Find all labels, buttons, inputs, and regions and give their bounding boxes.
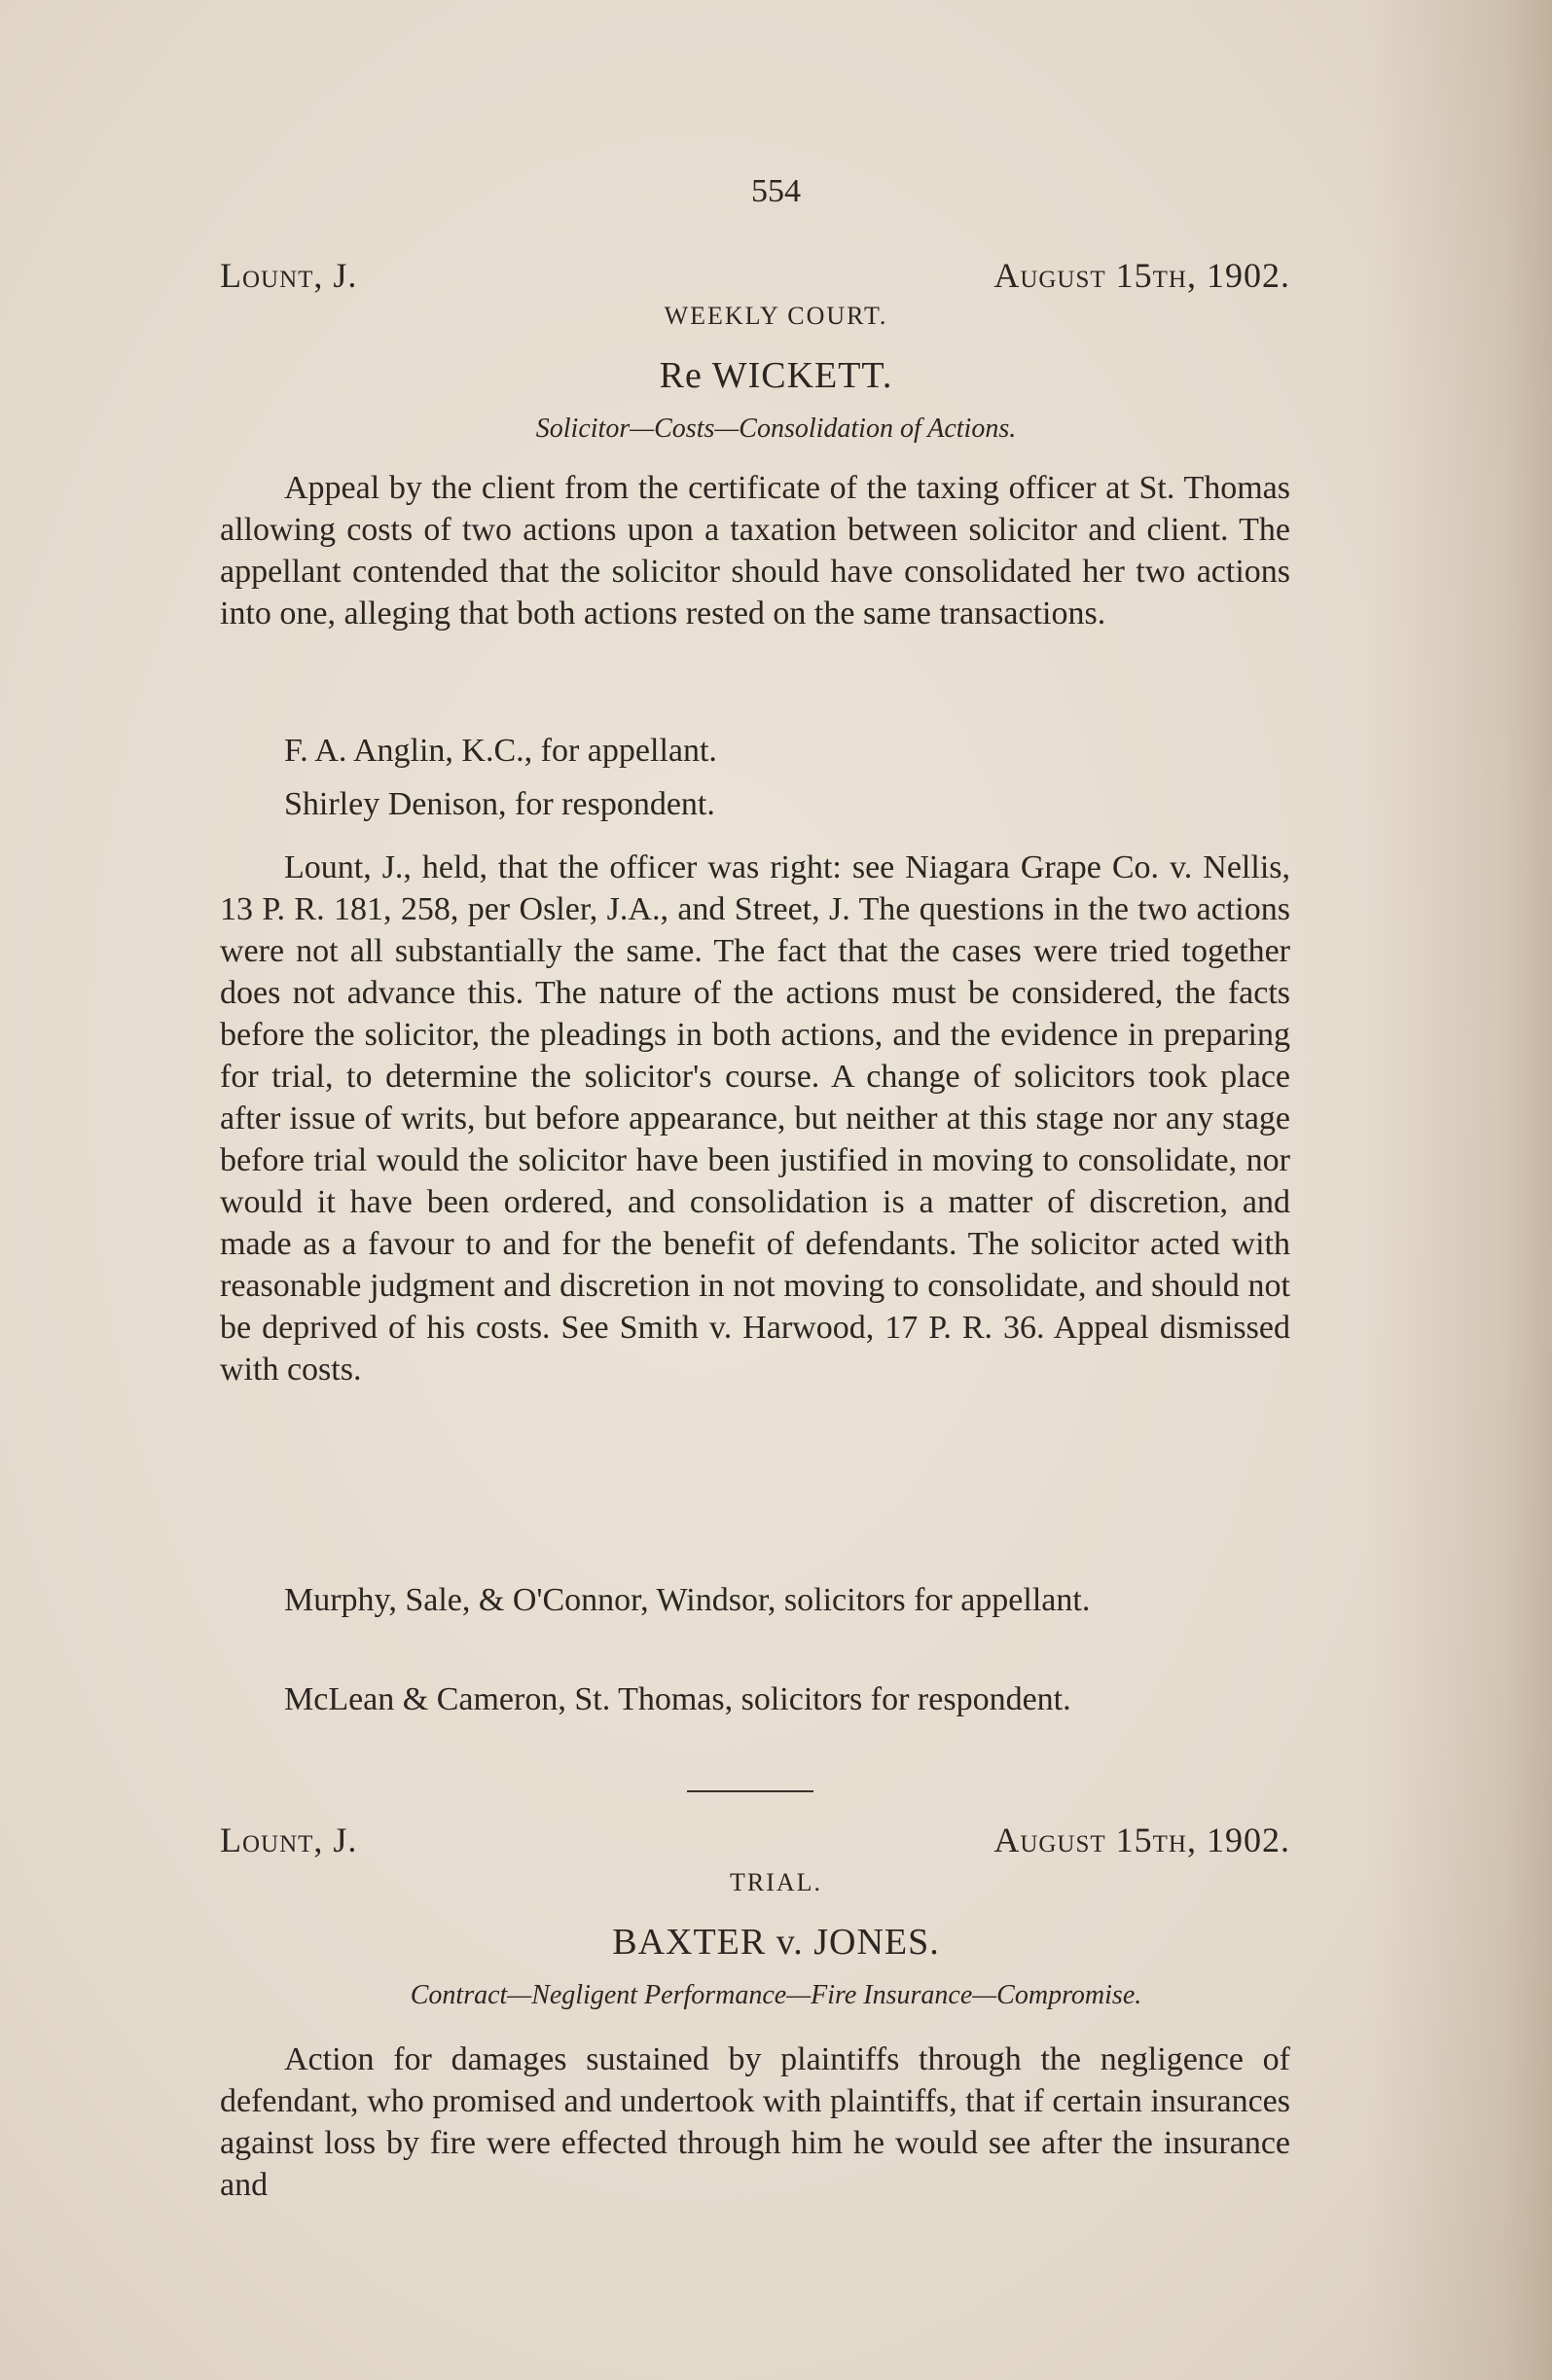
case1-judgment: Lount, J., held, that the officer was right: see Niagara Grape Co. v. Nellis, 13 P. R. 181, 258, per Osler, J.A., and Street, J. The questions in the two actions were not all substantially the same. The fact that the cases were tried together does not advance this. The nature of the actions must be considered, the facts before the solicitor, the pleadings in both actions, and the evidence in preparing for trial, to determine the solicitor's course. A change of solicitors took place after issue of writs, but before appearance, but neither at this stage nor any stage before trial would the solicitor have been justified in moving to consolidate, nor would it have been ordered, and consolidation is a matter of discretion, and made as a favour to and for the benefit of defendants. The solicitor acted with reasonable judgment and discretion in not moving to consolidate, and should not be deprived of his costs. See Smith v. Harwood, 17 P. R. 36. Appeal dismissed with costs. bbox=[220, 849, 1290, 1388]
case1-header-row bbox=[220, 255, 1290, 298]
case2-headnote: Action for damages sustained by plaintiffs through the negligence of defendant, who promised and undertook with plaintiffs, that if certain insurances against loss by fire were effected through him he would see after the insurance and bbox=[220, 2041, 1290, 2203]
case1-counsel-respondent: Shirley Denison, for respondent. bbox=[284, 786, 715, 822]
case1-court: WEEKLY COURT. bbox=[664, 302, 888, 330]
case2-court: TRIAL. bbox=[729, 1868, 823, 1896]
case1-catchwords: Solicitor—Costs—Consolidation of Actions. bbox=[535, 414, 1017, 444]
page-number: 554 bbox=[751, 173, 801, 209]
case1-headnote: Appeal by the client from the certificate of the taxing officer at St. Thomas allowing costs of two actions upon a taxation between solicitor and client. The appellant contended that the solicitor should have consolidated her two actions into one, alleging that both actions rested on the same transactions. bbox=[220, 470, 1290, 631]
case1-judge: Lount, J. bbox=[220, 256, 358, 295]
case1-title: Re WICKETT. bbox=[659, 355, 893, 396]
case2-header-row bbox=[220, 1820, 1290, 1862]
case1-solicitors-respondent: McLean & Cameron, St. Thomas, solicitors for respondent. bbox=[284, 1681, 1071, 1717]
case1-date: August 15th, 1902. bbox=[993, 256, 1290, 295]
case2-title: BAXTER v. JONES. bbox=[612, 1922, 940, 1963]
section-divider bbox=[687, 1790, 813, 1792]
case1-solicitors-appellant: Murphy, Sale, & O'Connor, Windsor, solicitors for appellant. bbox=[284, 1582, 1091, 1618]
case2-judge: Lount, J. bbox=[220, 1821, 358, 1859]
case2-date: August 15th, 1902. bbox=[993, 1821, 1290, 1859]
case1-counsel-appellant: F. A. Anglin, K.C., for appellant. bbox=[284, 733, 717, 769]
case2-catchwords: Contract—Negligent Performance—Fire Insurance—Compromise. bbox=[410, 1980, 1142, 2010]
